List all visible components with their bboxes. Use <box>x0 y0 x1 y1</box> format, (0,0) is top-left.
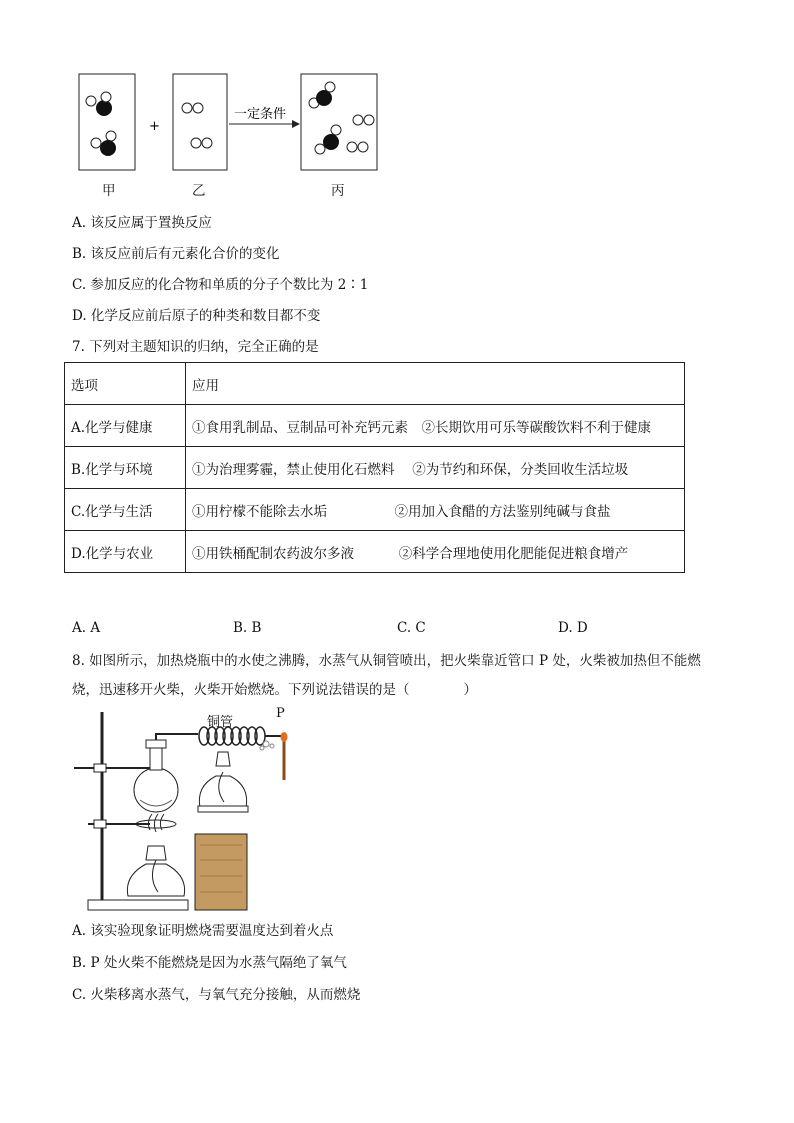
row-application: ①用铁桶配制农药波尔多液 ②科学合理地使用化肥能促进粮食增产 <box>186 531 685 573</box>
q7-option-b: B. B <box>233 620 262 636</box>
q7-option-a: A. A <box>72 620 101 636</box>
table-row <box>65 489 685 531</box>
q6-option-c: C. 参加反应的化合物和单质的分子个数比为 2∶1 <box>72 277 369 293</box>
q8-stem-line1: 8. 如图所示，加热烧瓶中的水使之沸腾，水蒸气从铜管喷出，把火柴靠近管口 P 处，火柴被加热但不能燃 <box>72 653 701 669</box>
q6-option-d: D. 化学反应前后原子的种类和数目都不变 <box>72 308 321 324</box>
q8-option-c: C. 火柴移离水蒸气，与氧气充分接触，从而燃烧 <box>72 987 361 1003</box>
row-topic: D.化学与农业 <box>65 531 186 573</box>
row-application: ①用柠檬不能除去水垢 ②用加入食醋的方法鉴别纯碱与食盐 <box>186 489 685 531</box>
table-row <box>65 447 685 489</box>
table-header-row <box>65 363 685 405</box>
label-point-p: P <box>276 706 285 721</box>
label-bing: 丙 <box>331 183 345 199</box>
label-jia: 甲 <box>102 183 116 199</box>
q7-option-c: C. C <box>397 620 426 636</box>
table-row <box>65 405 685 447</box>
label-yi: 乙 <box>192 183 206 199</box>
plus-sign: + <box>149 119 160 134</box>
box-yi <box>173 74 227 170</box>
q6-option-a: A. 该反应属于置换反应 <box>72 215 212 231</box>
header-option: 选项 <box>65 363 186 405</box>
reaction-diagram <box>0 0 794 210</box>
q8-stem-line2: 烧，迅速移开火柴，火柴开始燃烧。下列说法错误的是（ ） <box>72 682 477 698</box>
q6-option-b: B. 该反应前后有元素化合价的变化 <box>72 246 280 262</box>
row-topic: A.化学与健康 <box>65 405 186 447</box>
table-row <box>65 531 685 573</box>
q7-stem: 7. 下列对主题知识的归纳，完全正确的是 <box>72 339 319 355</box>
arrow-condition: 一定条件 <box>234 107 287 122</box>
row-topic: B.化学与环境 <box>65 447 186 489</box>
q7-option-d: D. D <box>558 620 588 636</box>
q8-option-b: B. P 处火柴不能燃烧是因为水蒸气隔绝了氧气 <box>72 955 347 971</box>
row-application: ①为治理雾霾，禁止使用化石燃料 ②为节约和环保，分类回收生活垃圾 <box>186 447 685 489</box>
row-application: ①食用乳制品、豆制品可补充钙元素 ②长期饮用可乐等碳酸饮料不利于健康 <box>186 405 685 447</box>
apparatus-figure <box>0 700 794 920</box>
row-topic: C.化学与生活 <box>65 489 186 531</box>
label-copper-tube: 铜管 <box>207 715 234 730</box>
q8-option-a: A. 该实验现象证明燃烧需要温度达到着火点 <box>72 923 334 939</box>
header-application: 应用 <box>186 363 685 405</box>
q7-table <box>64 362 685 573</box>
